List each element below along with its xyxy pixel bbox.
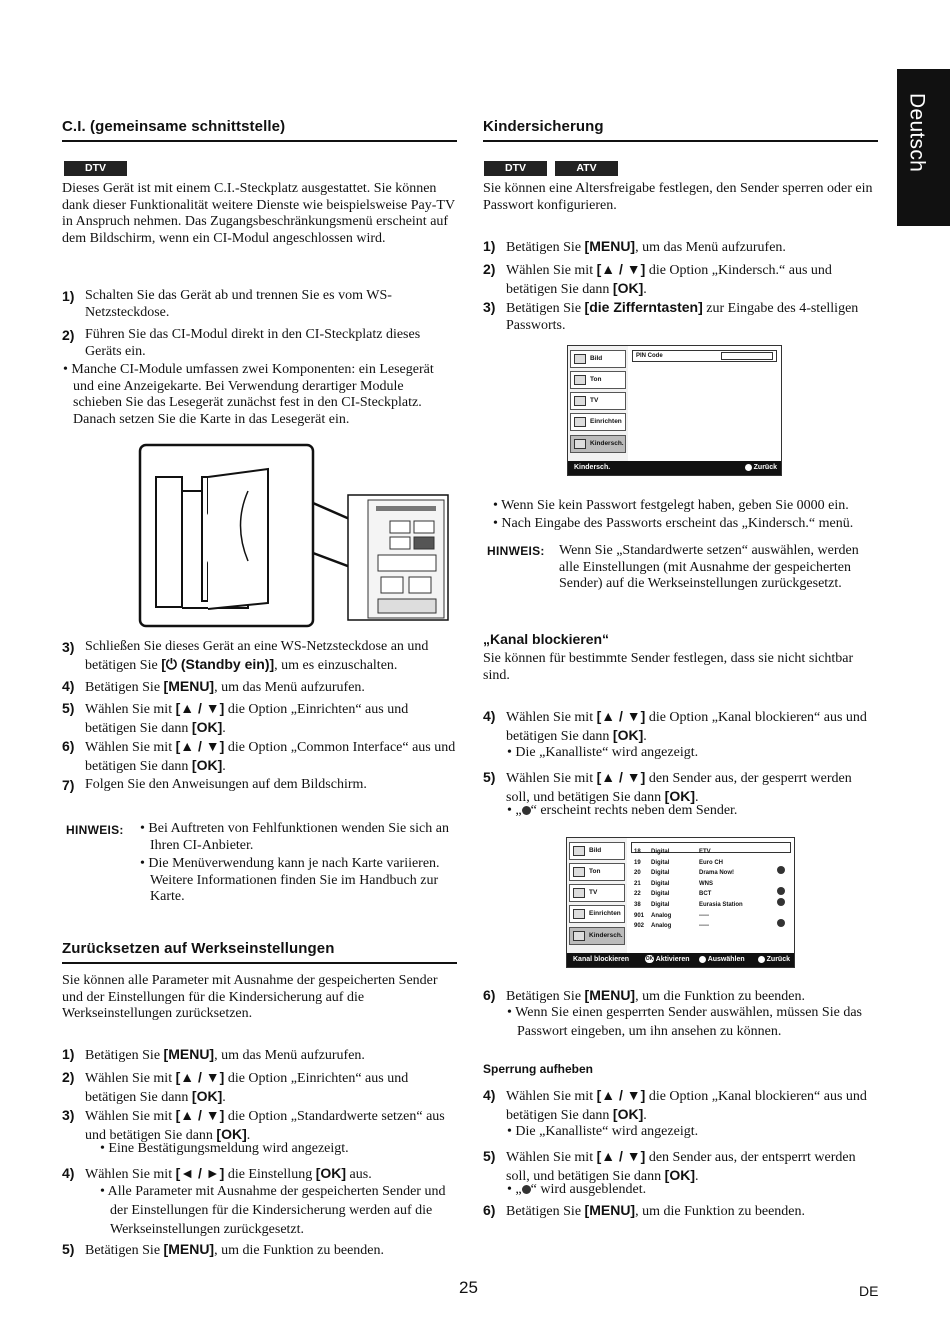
channel-row [634, 876, 789, 886]
setup-icon [573, 909, 585, 919]
reset-rule [62, 962, 457, 964]
menu-item-bild-2: Bild [569, 842, 625, 860]
block-heading: „Kanal blockieren“ [483, 631, 610, 647]
channel-type: Analog [651, 912, 672, 919]
channel-number: 22 [634, 891, 641, 898]
unlock-step-5-bullet: • „ “ wird ausgeblendet. [507, 1182, 647, 1197]
channel-name: ETV [699, 849, 711, 855]
channel-name: Euro CH [699, 859, 723, 866]
page-number: 25 [459, 1278, 478, 1297]
menu-item-ton-2: Ton [569, 863, 625, 881]
sound-icon [573, 867, 585, 877]
menu-item-ton: Ton [570, 371, 626, 389]
picture-icon [574, 354, 586, 364]
pin-code-field: PIN Code [632, 350, 777, 362]
menu-item-tv: TV [570, 392, 626, 410]
reset-step-5: 5) Betätigen Sie [MENU], um die Funktion zu beenden. [62, 1241, 385, 1258]
ci-step-5: 5) Wählen Sie mit [▲ / ▼] die Option „Einrichten“ aus und betätigen Sie dann [OK]. [62, 700, 409, 736]
picture-icon [573, 846, 585, 856]
menu-item-einrichten: Einrichten [570, 413, 626, 431]
channel-number: 18 [634, 849, 641, 855]
channel-row [634, 918, 789, 928]
reset-heading: Zurücksetzen auf Werkseinstellungen [62, 940, 335, 957]
back-button-icon [758, 956, 765, 963]
unlock-step-6: 6) Betätigen Sie [MENU], um die Funktion zu beenden. [483, 1202, 806, 1219]
lock-menu-icon [574, 439, 586, 449]
ci-step-2: 2) Führen Sie das CI-Modul direkt in den CI-Steckplatz dieses Geräts ein. [62, 327, 421, 359]
block-intro: Sie können für bestimmte Sender festlegen, dass sie nicht sichtbar sind. [483, 651, 854, 683]
channel-name: BCT [699, 891, 712, 898]
menu-item-kindersch-2: Kindersch. [569, 927, 625, 945]
lock-icon [777, 898, 785, 906]
reset-intro: Sie können alle Parameter mit Ausnahme der gespeicherten Sender und der Einstellungen für die Kindersicherung auf die Werkseinstellungen zurücksetzen. [62, 973, 438, 1021]
channel-status-bar: Kanal blockieren OK Aktivieren Auswählen Zurück [567, 953, 794, 967]
ci-module-illustration [138, 443, 452, 628]
block-step-6: 6) Betätigen Sie [MENU], um die Funktion zu beenden. [483, 987, 806, 1004]
channel-type: Analog [651, 923, 672, 930]
channel-number: 19 [634, 859, 641, 866]
kinder-step-1: 1) Betätigen Sie [MENU], um das Menü aufzurufen. [483, 238, 786, 255]
block-step-5: 5) Wählen Sie mit [▲ / ▼] den Sender aus, der gesperrt werden soll, und betätigen Sie dann [OK]. [483, 769, 852, 805]
reset-step-2: 2) Wählen Sie mit [▲ / ▼] die Option „Einrichten“ aus und betätigen Sie dann [OK]. [62, 1069, 409, 1105]
sound-icon [574, 375, 586, 385]
block-step-5-bullet: • „ “ erscheint rechts neben dem Sender. [507, 803, 738, 818]
kinder-bullet-1: • Wenn Sie kein Passwort festgelegt haben, geben Sie 0000 ein. [493, 498, 849, 513]
channel-number: 38 [634, 902, 641, 908]
reset-step-3-bullet: • Eine Bestätigungsmeldung wird angezeigt. [100, 1141, 349, 1156]
reset-step-1: 1) Betätigen Sie [MENU], um das Menü aufzurufen. [62, 1046, 365, 1063]
menu-item-kindersch: Kindersch. [570, 435, 626, 453]
channel-row [634, 908, 789, 918]
reset-step-4: 4) Wählen Sie mit [◄ / ►] die Einstellung [OK] aus. [62, 1165, 372, 1182]
ci-step-6: 6) Wählen Sie mit [▲ / ▼] die Option „Common Interface“ aus und betätigen Sie dann [OK]. [62, 738, 456, 774]
pin-menu-screen [567, 345, 782, 476]
block-step-4: 4) Wählen Sie mit [▲ / ▼] die Option „Kanal blockieren“ aus und betätigen Sie dann [OK]. [483, 708, 867, 744]
pin-status-bar: Kindersch. Zurück [568, 461, 781, 475]
channel-name: ----- [699, 923, 709, 930]
channel-row [634, 886, 789, 896]
unlock-step-4: 4) Wählen Sie mit [▲ / ▼] die Option „Kanal blockieren“ aus und betätigen Sie dann [OK]. [483, 1087, 867, 1123]
menu-sidebar-2 [567, 838, 627, 953]
unlock-step-4-bullet: • Die „Kanalliste“ wird angezeigt. [507, 1124, 699, 1139]
channel-number: 902 [634, 923, 645, 930]
kinder-note: Wenn Sie „Standardwerte setzen“ auswählen, werden alle Einstellungen (mit Ausnahme der gespeicherten Sender) auf die Werkseinstellungen zurückgesetzt. [559, 543, 859, 591]
atv-badge: ATV [555, 161, 618, 176]
menu-sidebar [568, 346, 628, 461]
kinder-bullet-2: • Nach Eingabe des Passworts erscheint das „Kindersch.“ menü. [493, 516, 854, 531]
kinder-heading: Kindersicherung [483, 118, 604, 135]
menu-item-bild: Bild [570, 350, 626, 368]
channel-list-screen [566, 837, 795, 968]
channel-number: 20 [634, 870, 641, 877]
back-button-icon [745, 464, 752, 471]
ci-step-7: 7) Folgen Sie den Anweisungen auf dem Bildschirm. [62, 777, 367, 793]
ci-step-1: 1) Schalten Sie das Gerät ab und trennen Sie es vom WS-Netzsteckdose. [62, 288, 392, 320]
unlock-step-5: 5) Wählen Sie mit [▲ / ▼] den Sender aus, der entsperrt werden soll, und betätigen Sie dann [OK]. [483, 1148, 856, 1184]
kinder-rule [483, 140, 878, 142]
kinder-step-3: 3) Betätigen Sie [die Zifferntasten] zur Eingabe des 4-stelligen Passworts. [483, 299, 859, 333]
tv-icon [573, 888, 585, 898]
channel-number: 21 [634, 880, 641, 887]
lock-menu-icon [573, 931, 585, 941]
channel-row [634, 865, 789, 875]
ci-step-4: 4) Betätigen Sie [MENU], um das Menü aufzurufen. [62, 678, 365, 695]
channel-name: WNS [699, 880, 713, 887]
channel-row [634, 855, 789, 865]
channel-type: Digital [651, 902, 670, 908]
lock-icon [522, 806, 531, 815]
channel-name: Eurasia Station [699, 902, 743, 908]
channel-name: Drama Now! [699, 870, 735, 877]
menu-item-einrichten-2: Einrichten [569, 905, 625, 923]
tv-icon [574, 396, 586, 406]
language-side-tab [897, 69, 950, 226]
channel-type: Digital [651, 859, 670, 866]
ci-bullet: • Manche CI-Module umfassen zwei Komponenten: ein Lesegerät und eine Anzeigekarte. Bei Verwendung derartiger Module schieben Sie das Lesegerät zunächst fest in den CI-Steckplatz. Danach setzen Sie die Karte in das Lesegerät ein. [63, 362, 434, 427]
channel-name: ----- [699, 912, 709, 919]
kinder-step-2: 2) Wählen Sie mit [▲ / ▼] die Option „Kindersch.“ aus und betätigen Sie dann [OK]. [483, 261, 832, 297]
ci-step-3: 3) Schließen Sie dieses Gerät an eine WS-Netzsteckdose an und betätigen Sie [⏻ (Standby ein)], um es einzuschalten. [62, 639, 429, 673]
reset-step-3: 3) Wählen Sie mit [▲ / ▼] die Option „Standardwerte setzen“ aus und betätigen Sie dann [OK]. [62, 1107, 445, 1143]
language-code: DE [859, 1283, 879, 1299]
lock-icon [777, 919, 785, 927]
reset-step-4-bullet: • Alle Parameter mit Ausnahme der gespeicherten Sender und der Einstellungen für die Kindersicherung werden auf die Werkseinstellungen zurückgesetzt. [100, 1184, 446, 1237]
ci-note-label: HINWEIS: [66, 823, 124, 837]
channel-number: 901 [634, 912, 645, 919]
dtv-badge-kinder: DTV [484, 161, 547, 176]
block-step-4-bullet: • Die „Kanalliste“ wird angezeigt. [507, 745, 699, 760]
unlock-heading: Sperrung aufheben [483, 1062, 594, 1076]
channel-row [634, 844, 789, 854]
kinder-intro: Sie können eine Altersfreigabe festlegen, den Sender sperren oder ein Passwort konfigurieren. [483, 181, 873, 213]
ci-note-2: • Die Menüverwendung kann je nach Karte variieren. Weitere Informationen finden Sie im Handbuch zur Karte. [140, 856, 440, 904]
channel-type: Digital [651, 849, 670, 855]
select-button-icon [699, 956, 706, 963]
channel-type: Digital [651, 891, 670, 898]
kinder-note-label: HINWEIS: [487, 544, 545, 558]
lock-icon [522, 1185, 531, 1194]
menu-item-tv-2: TV [569, 884, 625, 902]
channel-row [634, 897, 789, 907]
ci-heading: C.I. (gemeinsame schnittstelle) [62, 118, 286, 135]
language-tab-label: Deutsch [905, 93, 929, 173]
ci-intro: Dieses Gerät ist mit einem C.I.-Steckplatz ausgestattet. Sie können dank dieser Funktionalität weitere Dienste wie beispielsweise Pay-TV in Anspruch nehmen. Das Zugangsbeschränkungsmenü erscheint auf dem Bildschirm, wenn ein CI-Modul angeschlossen wird. [62, 181, 455, 246]
pin-input-box [721, 352, 773, 360]
setup-icon [574, 417, 586, 427]
dtv-badge: DTV [64, 161, 127, 176]
lock-icon [777, 866, 785, 874]
ci-note-1: • Bei Auftreten von Fehlfunktionen wenden Sie sich an Ihren CI-Anbieter. [140, 821, 449, 853]
channel-type: Digital [651, 870, 670, 877]
channel-type: Digital [651, 880, 670, 887]
block-step-6-bullet: • Wenn Sie einen gesperrten Sender auswählen, müssen Sie das Passwort eingeben, um ihn ansehen zu können. [507, 1005, 862, 1039]
ci-rule [62, 140, 457, 142]
lock-icon [777, 887, 785, 895]
ok-button-icon: OK [645, 956, 654, 963]
